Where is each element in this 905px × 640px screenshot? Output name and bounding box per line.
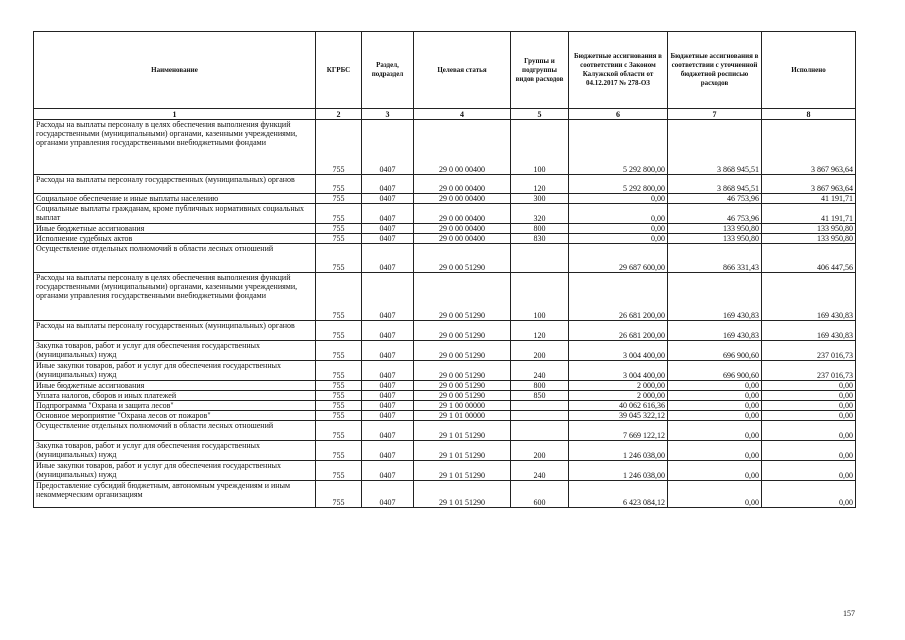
row-target: 29 0 00 51290 [414,381,511,391]
row-group: 100 [511,120,569,175]
row-kgrbs: 755 [316,361,362,381]
row-target: 29 1 01 51290 [414,481,511,508]
row-kgrbs: 755 [316,391,362,401]
row-kgrbs: 755 [316,341,362,361]
header-adjusted-allocations: Бюджетные ассигнования в соответствии с уточненной бюджетной росписью расходов [668,32,762,109]
row-section: 0407 [362,411,414,421]
row-target: 29 1 01 00000 [414,411,511,421]
column-number: 1 [34,109,316,120]
row-law-amount: 5 292 800,00 [569,175,668,194]
row-target: 29 0 00 00400 [414,234,511,244]
row-executed-amount: 0,00 [762,401,856,411]
row-target: 29 0 00 00400 [414,175,511,194]
row-adjusted-amount: 866 331,43 [668,244,762,273]
row-adjusted-amount: 0,00 [668,391,762,401]
table-row [34,175,856,194]
row-name: Основное мероприятие "Охрана лесов от пожаров" [34,411,316,421]
row-group: 300 [511,194,569,204]
row-group: 850 [511,391,569,401]
row-name: Уплата налогов, сборов и иных платежей [34,391,316,401]
header-groups: Группы и подгруппы видов расходов [511,32,569,109]
row-target: 29 0 00 00400 [414,120,511,175]
row-target: 29 0 00 00400 [414,204,511,224]
table-row [34,341,856,361]
row-adjusted-amount: 0,00 [668,421,762,441]
row-section: 0407 [362,175,414,194]
row-name: Закупка товаров, работ и услуг для обеспечения государственных (муниципальных) нужд [34,341,316,361]
row-executed-amount: 41 191,71 [762,204,856,224]
row-target: 29 1 01 51290 [414,461,511,481]
table-row [34,391,856,401]
row-target: 29 0 00 00400 [414,224,511,234]
row-section: 0407 [362,244,414,273]
row-executed-amount: 0,00 [762,411,856,421]
row-target: 29 0 00 51290 [414,391,511,401]
row-section: 0407 [362,194,414,204]
table-row [34,321,856,341]
row-name: Расходы на выплаты персоналу в целях обеспечения выполнения функций государственными (муниципальными) органами, казенными учреждениями, органами управления государственными внебюджетными фондами [34,273,316,321]
row-adjusted-amount: 169 430,83 [668,321,762,341]
table-row [34,461,856,481]
row-group: 120 [511,175,569,194]
column-number: 4 [414,109,511,120]
row-law-amount: 26 681 200,00 [569,273,668,321]
row-name: Расходы на выплаты персоналу государственных (муниципальных) органов [34,175,316,194]
row-section: 0407 [362,421,414,441]
row-target: 29 0 00 51290 [414,341,511,361]
row-target: 29 1 01 51290 [414,421,511,441]
row-target: 29 0 00 51290 [414,244,511,273]
row-kgrbs: 755 [316,421,362,441]
row-executed-amount: 237 016,73 [762,361,856,381]
column-number: 6 [569,109,668,120]
table-row [34,481,856,508]
row-adjusted-amount: 0,00 [668,461,762,481]
table-row [34,224,856,234]
row-executed-amount: 0,00 [762,481,856,508]
header-law-allocations: Бюджетные ассигнования в соответствии с Законом Калужской области от 04.12.2017 № 278-ОЗ [569,32,668,109]
row-law-amount: 3 004 400,00 [569,361,668,381]
row-law-amount: 0,00 [569,204,668,224]
row-group: 200 [511,341,569,361]
row-law-amount: 7 669 122,12 [569,421,668,441]
row-group [511,244,569,273]
row-executed-amount: 169 430,83 [762,273,856,321]
row-name: Подпрограмма "Охрана и защита лесов" [34,401,316,411]
row-target: 29 0 00 51290 [414,321,511,341]
row-executed-amount: 237 016,73 [762,341,856,361]
row-kgrbs: 755 [316,441,362,461]
column-number: 8 [762,109,856,120]
row-law-amount: 0,00 [569,194,668,204]
row-group: 800 [511,381,569,391]
row-executed-amount: 0,00 [762,381,856,391]
row-kgrbs: 755 [316,194,362,204]
row-group: 100 [511,273,569,321]
row-section: 0407 [362,441,414,461]
table-row [34,411,856,421]
table-row [34,204,856,224]
column-number: 2 [316,109,362,120]
column-number: 7 [668,109,762,120]
row-kgrbs: 755 [316,321,362,341]
row-executed-amount: 169 430,83 [762,321,856,341]
row-name: Исполнение судебных актов [34,234,316,244]
row-name: Иные бюджетные ассигнования [34,381,316,391]
row-kgrbs: 755 [316,381,362,391]
row-law-amount: 3 004 400,00 [569,341,668,361]
row-group [511,401,569,411]
table-row [34,234,856,244]
row-law-amount: 29 687 600,00 [569,244,668,273]
row-kgrbs: 755 [316,175,362,194]
table-row [34,441,856,461]
row-law-amount: 1 246 038,00 [569,461,668,481]
row-section: 0407 [362,401,414,411]
row-section: 0407 [362,273,414,321]
row-target: 29 1 01 51290 [414,441,511,461]
row-group: 600 [511,481,569,508]
row-name: Расходы на выплаты персоналу в целях обеспечения выполнения функций государственными (муниципальными) органами, казенными учреждениями, органами управления государственными внебюджетными фондами [34,120,316,175]
table-row [34,244,856,273]
row-kgrbs: 755 [316,204,362,224]
row-section: 0407 [362,321,414,341]
row-adjusted-amount: 0,00 [668,441,762,461]
row-section: 0407 [362,204,414,224]
row-name: Социальное обеспечение и иные выплаты населению [34,194,316,204]
row-group [511,421,569,441]
column-number-row [34,109,856,120]
row-adjusted-amount: 0,00 [668,381,762,391]
row-adjusted-amount: 133 950,80 [668,224,762,234]
row-kgrbs: 755 [316,244,362,273]
header-kgrbs: КГРБС [316,32,362,109]
row-name: Осуществление отдельных полномочий в области лесных отношений [34,244,316,273]
row-section: 0407 [362,224,414,234]
budget-table [33,31,856,508]
row-name: Иные закупки товаров, работ и услуг для обеспечения государственных (муниципальных) нужд [34,361,316,381]
table-row [34,421,856,441]
row-kgrbs: 755 [316,411,362,421]
row-law-amount: 2 000,00 [569,381,668,391]
row-name: Иные закупки товаров, работ и услуг для обеспечения государственных (муниципальных) нужд [34,461,316,481]
header-executed: Исполнено [762,32,856,109]
row-executed-amount: 133 950,80 [762,234,856,244]
header-section: Раздел, подраздел [362,32,414,109]
row-target: 29 0 00 51290 [414,361,511,381]
row-section: 0407 [362,481,414,508]
row-name: Закупка товаров, работ и услуг для обеспечения государственных (муниципальных) нужд [34,441,316,461]
row-law-amount: 6 423 084,12 [569,481,668,508]
row-law-amount: 1 246 038,00 [569,441,668,461]
column-number: 3 [362,109,414,120]
row-adjusted-amount: 3 868 945,51 [668,175,762,194]
row-adjusted-amount: 46 753,96 [668,204,762,224]
row-group: 800 [511,224,569,234]
header-target: Целевая статья [414,32,511,109]
column-number: 5 [511,109,569,120]
table-row [34,401,856,411]
row-group: 120 [511,321,569,341]
row-adjusted-amount: 0,00 [668,481,762,508]
row-executed-amount: 0,00 [762,391,856,401]
table-row [34,120,856,175]
row-group: 240 [511,461,569,481]
row-group: 240 [511,361,569,381]
row-section: 0407 [362,391,414,401]
row-section: 0407 [362,461,414,481]
row-executed-amount: 41 191,71 [762,194,856,204]
row-law-amount: 40 062 616,36 [569,401,668,411]
row-law-amount: 26 681 200,00 [569,321,668,341]
row-kgrbs: 755 [316,234,362,244]
row-adjusted-amount: 3 868 945,51 [668,120,762,175]
table-row [34,273,856,321]
table-row [34,381,856,391]
row-executed-amount: 133 950,80 [762,224,856,234]
row-group: 200 [511,441,569,461]
row-law-amount: 2 000,00 [569,391,668,401]
row-law-amount: 5 292 800,00 [569,120,668,175]
row-section: 0407 [362,341,414,361]
row-name: Предоставление субсидий бюджетным, автономным учреждениям и иным некоммерческим организациям [34,481,316,508]
row-name: Осуществление отдельных полномочий в области лесных отношений [34,421,316,441]
page-number: 157 [843,609,855,618]
row-target: 29 0 00 00400 [414,194,511,204]
row-name: Социальные выплаты гражданам, кроме публичных нормативных социальных выплат [34,204,316,224]
row-target: 29 0 00 51290 [414,273,511,321]
row-adjusted-amount: 133 950,80 [668,234,762,244]
table-header-row [34,32,856,109]
row-law-amount: 0,00 [569,234,668,244]
row-kgrbs: 755 [316,401,362,411]
row-kgrbs: 755 [316,461,362,481]
row-group [511,411,569,421]
row-adjusted-amount: 696 900,60 [668,341,762,361]
row-executed-amount: 3 867 963,64 [762,175,856,194]
row-section: 0407 [362,381,414,391]
row-name: Расходы на выплаты персоналу государственных (муниципальных) органов [34,321,316,341]
row-section: 0407 [362,361,414,381]
row-law-amount: 39 045 322,12 [569,411,668,421]
row-adjusted-amount: 0,00 [668,411,762,421]
row-executed-amount: 0,00 [762,421,856,441]
row-executed-amount: 3 867 963,64 [762,120,856,175]
row-adjusted-amount: 696 900,60 [668,361,762,381]
table-row [34,361,856,381]
row-section: 0407 [362,234,414,244]
row-kgrbs: 755 [316,481,362,508]
table-row [34,194,856,204]
row-target: 29 1 00 00000 [414,401,511,411]
row-group: 830 [511,234,569,244]
header-name: Наименование [34,32,316,109]
row-adjusted-amount: 46 753,96 [668,194,762,204]
row-executed-amount: 0,00 [762,461,856,481]
row-name: Иные бюджетные ассигнования [34,224,316,234]
row-adjusted-amount: 169 430,83 [668,273,762,321]
row-kgrbs: 755 [316,120,362,175]
row-law-amount: 0,00 [569,224,668,234]
row-executed-amount: 0,00 [762,441,856,461]
row-group: 320 [511,204,569,224]
row-kgrbs: 755 [316,224,362,234]
row-adjusted-amount: 0,00 [668,401,762,411]
row-executed-amount: 406 447,56 [762,244,856,273]
row-section: 0407 [362,120,414,175]
row-kgrbs: 755 [316,273,362,321]
